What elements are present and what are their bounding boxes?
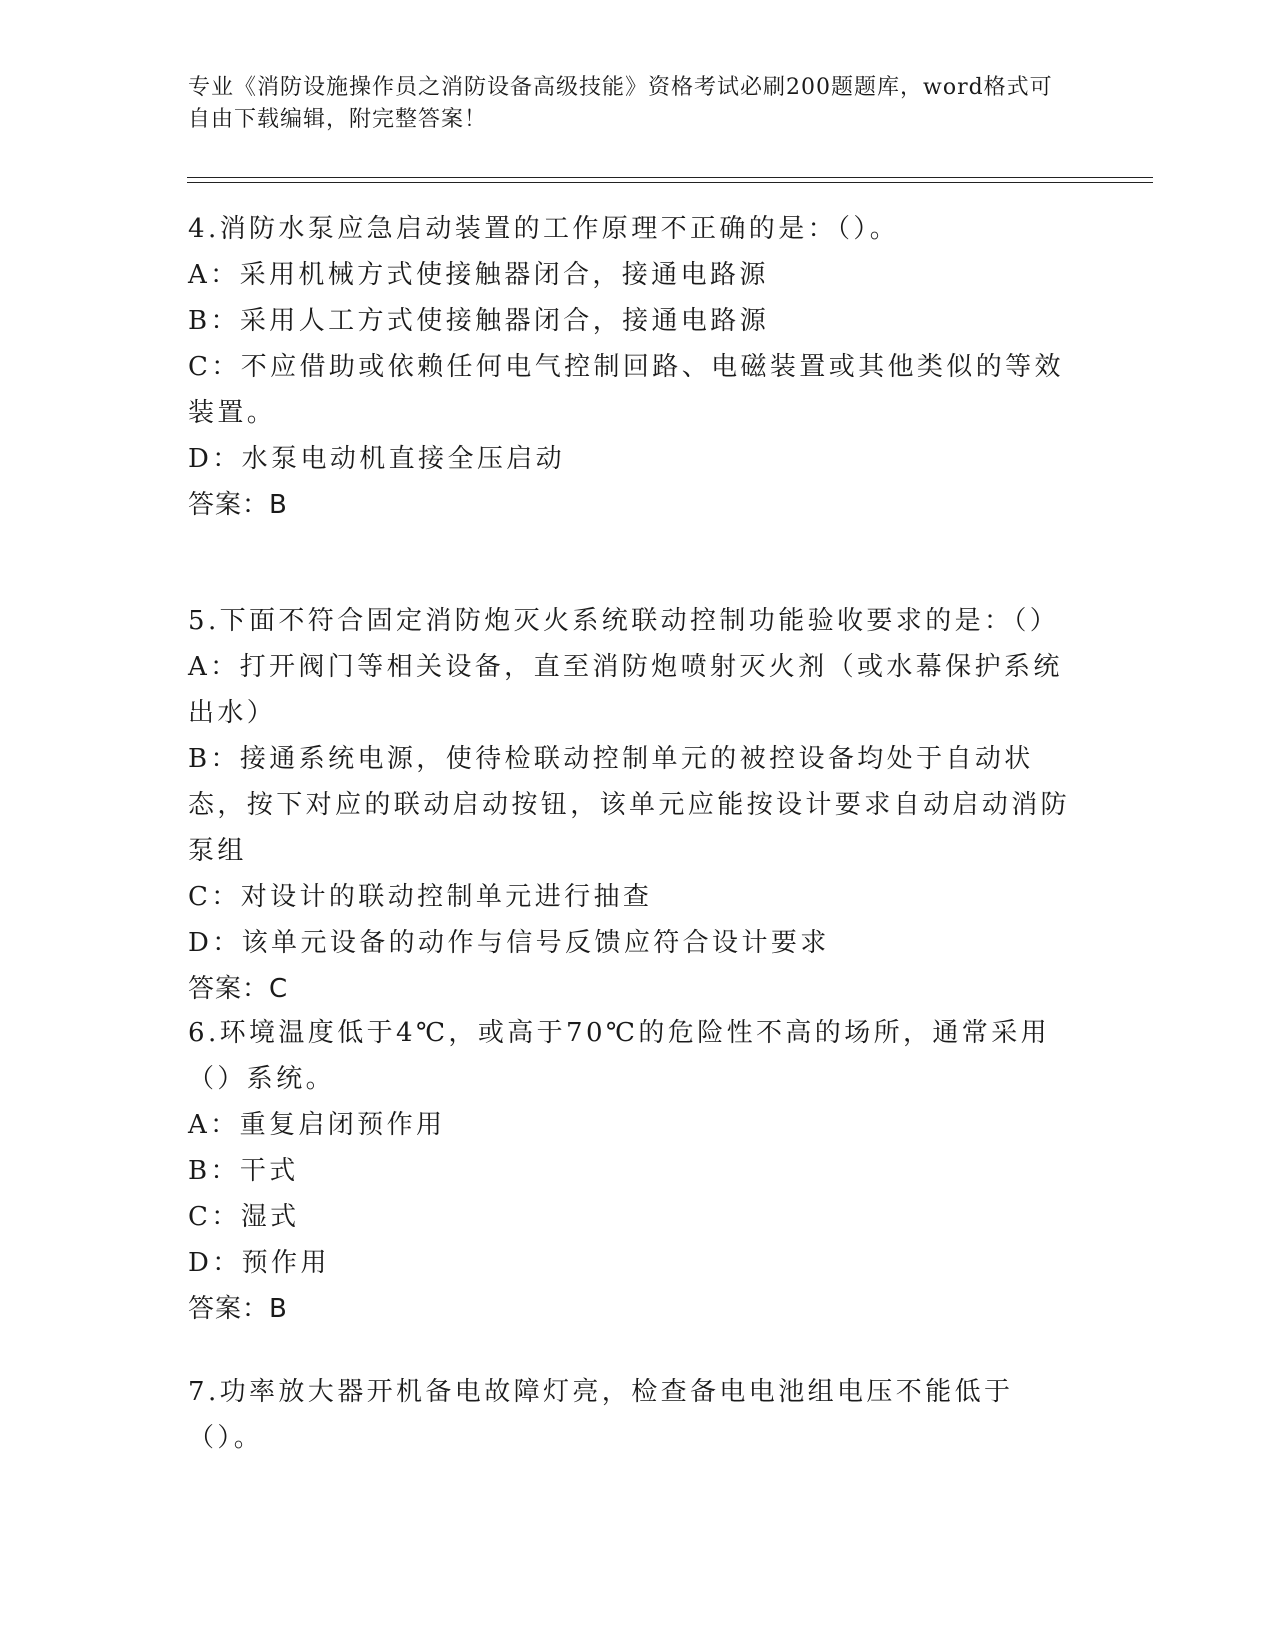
option-c: C：不应借助或依赖任何电气控制回路、电磁装置或其他类似的等效装置。 [188,352,1064,428]
question-block-6 [188,1010,1078,1332]
header-divider-bottom [187,182,1153,183]
question-stem: 7.功率放大器开机备电故障灯亮，检查备电电池组电压不能低于（）。 [188,1377,1014,1453]
document-header: 专业《消防设施操作员之消防设备高级技能》资格考试必刷200题题库，word格式可自由下载编辑，附完整答案！ [188,75,1053,132]
option-b: B：干式 [188,1156,299,1186]
question-stem: 5.下面不符合固定消防炮灭火系统联动控制功能验收要求的是：（） [188,606,1060,636]
question-block-5 [188,598,1078,1012]
question-stem: 4.消防水泵应急启动装置的工作原理不正确的是：（）。 [188,214,900,244]
option-d: D：水泵电动机直接全压启动 [188,444,566,474]
option-c: C：对设计的联动控制单元进行抽查 [188,882,653,912]
option-d: D：预作用 [188,1248,330,1278]
answer-line: 答案：B [188,490,288,520]
option-b: B：采用人工方式使接触器闭合，接通电路源 [188,306,770,336]
question-block-4 [188,206,1078,528]
option-a: A：打开阀门等相关设备，直至消防炮喷射灭火剂（或水幕保护系统出水） [188,652,1063,728]
answer-line: 答案：C [188,974,289,1004]
option-b: B：接通系统电源，使待检联动控制单元的被控设备均处于自动状态，按下对应的联动启动按钮，该单元应能按设计要求自动启动消防泵组 [188,744,1071,866]
question-block-7 [188,1369,1078,1461]
header-divider-top [187,177,1153,178]
option-a: A：重复启闭预作用 [188,1110,446,1140]
answer-line: 答案：B [188,1294,288,1324]
option-d: D：该单元设备的动作与信号反馈应符合设计要求 [188,928,830,958]
question-stem: 6.环境温度低于4℃，或高于70℃的危险性不高的场所，通常采用（）系统。 [188,1018,1051,1094]
option-a: A：采用机械方式使接触器闭合，接通电路源 [188,260,769,290]
option-c: C：湿式 [188,1202,300,1232]
